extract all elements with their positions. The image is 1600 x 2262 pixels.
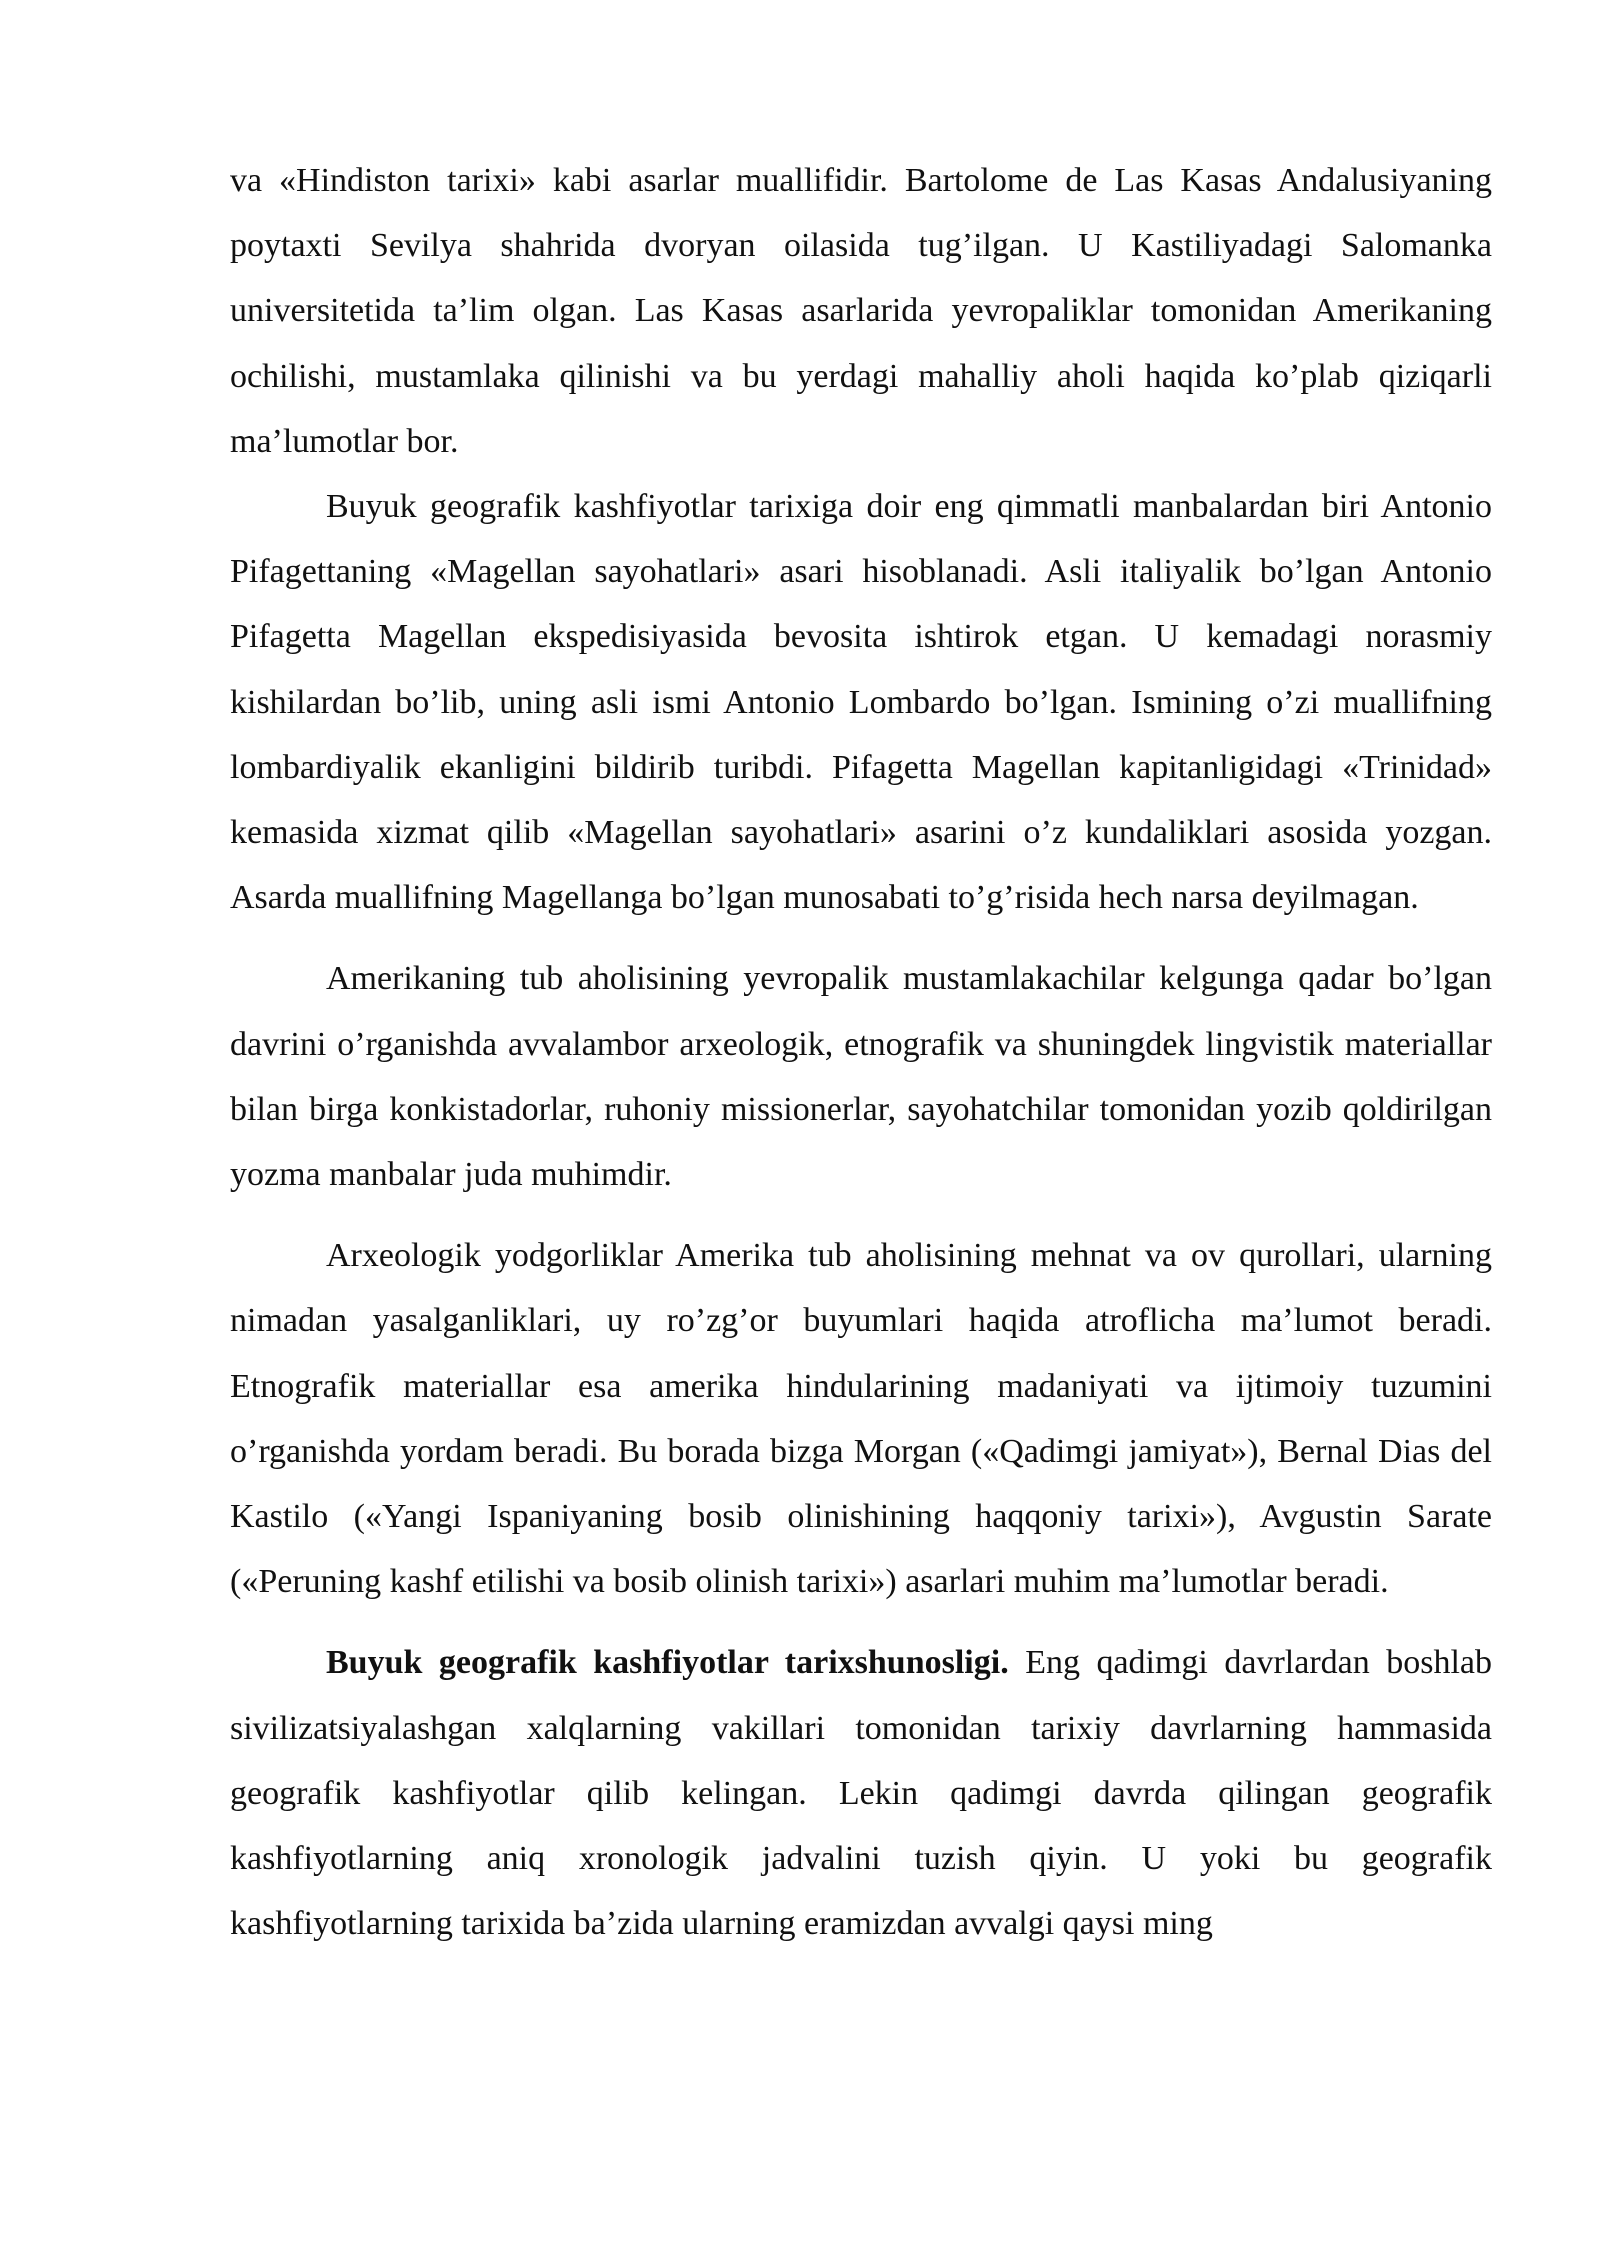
paragraph-arxeologik-yodgorliklar: Arxeologik yodgorliklar Amerika tub aholisining mehnat va ov qurollari, ularning nimadan yasalganliklari, uy ro’zg’or buyumlari haqida atroflicha ma’lumot beradi. Etnografik materiallar esa amerika hindularining madaniyati va ijtimoiy tuzumini o’rganishda yordam beradi. Bu borada bizga Morgan («Qadimgi jamiyat»), Bernal Dias del Kastilo («Yangi Ispaniyaning bosib olinishining haqqoniy tarixi»), Avgustin Sarate («Peruning kashf etilishi va bosib olinish tarixi») asarlari muhim ma’lumotlar beradi. — [230, 1237, 1492, 1601]
section-heading: Buyuk geografik kashfiyotlar tarixshunosligi. — [326, 1644, 1009, 1682]
paragraph-amerika-tub-aholisi: Amerikaning tub aholisining yevropalik mustamlakachilar kelgunga qadar bo’lgan davrini o’rganishda avvalambor arxeologik, etnografik va shuningdek lingvistik materiallar bilan birga konkistadorlar, ruhoniy missionerlar, sayohatchilar tomonidan yozib qoldirilgan yozma manbalar juda muhimdir. — [230, 960, 1492, 1194]
paragraph-tarixshunoslik — [230, 1630, 1492, 1956]
document-page — [230, 148, 1492, 1956]
paragraph-pifagetta: Buyuk geografik kashfiyotlar tarixiga doir eng qimmatli manbalardan biri Antonio Pifagettaning «Magellan sayohatlari» asari hisoblanadi. Asli italiyalik bo’lgan Antonio Pifagetta Magellan ekspedisiyasida bevosita ishtirok etgan. U kemadagi norasmiy kishilardan bo’lib, uning asli ismi Antonio Lombardo bo’lgan. Ismining o’zi muallifning lombardiyalik ekanligini bildirib turibdi. Pifagetta Magellan kapitanligidagi «Trinidad» kemasida xizmat qilib «Magellan sayohatlari» asarini o’z kundaliklari asosida yozgan. Asarda muallifning Magellanga bo’lgan munosabati to’g’risida hech narsa deyilmagan. — [230, 488, 1492, 917]
section-body-text: Eng qadimgi davrlardan boshlab sivilizatsiyalashgan xalqlarning vakillari tomonidan tarixiy davrlarning hammasida geografik kashfiyotlar qilib kelingan. Lekin qadimgi davrda qilingan geografik kashfiyotlarning aniq xronologik jadvalini tuzish qiyin. U yoki bu geografik kashfiyotlarning tarixida ba’zida ularning eramizdan avvalgi qaysi ming — [230, 1644, 1492, 1943]
paragraph-las-kasas: va «Hindiston tarixi» kabi asarlar muallifidir. Bartolome de Las Kasas Andalusiyaning poytaxti Sevilya shahrida dvoryan oilasida tug’ilgan. U Kastiliyadagi Salomanka universitetida ta’lim olgan. Las Kasas asarlarida yevropaliklar tomonidan Amerikaning ochilishi, mustamlaka qilinishi va bu yerdagi mahalliy aholi haqida ko’plab qiziqarli ma’lumotlar bor. — [230, 162, 1492, 460]
